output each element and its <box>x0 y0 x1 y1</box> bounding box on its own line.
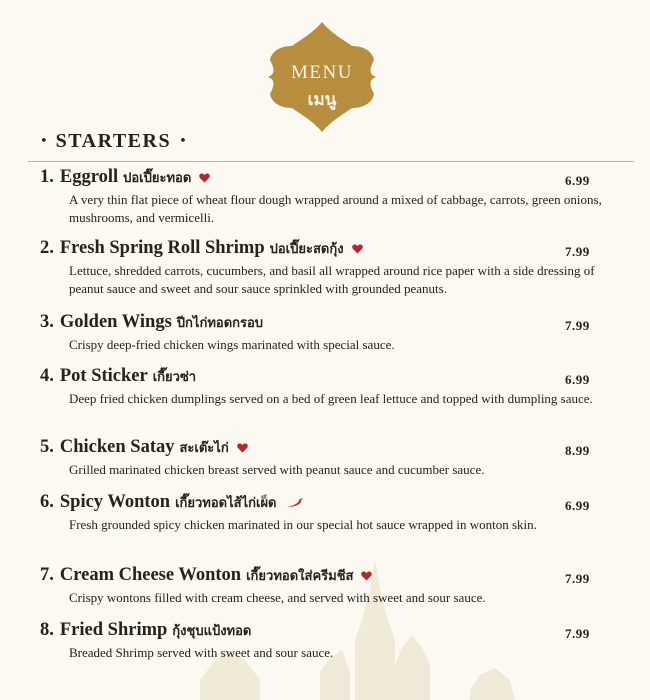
item-price: 7.99 <box>565 318 590 333</box>
section-divider <box>28 161 634 162</box>
menu-item <box>40 366 610 408</box>
item-price: 7.99 <box>565 244 590 259</box>
item-thai-name: กุ้งชุบแป้งทอด <box>172 624 252 639</box>
section-title: STARTERS <box>55 130 172 152</box>
menu-badge-title: MENU <box>291 62 353 83</box>
heart-icon <box>237 438 248 457</box>
item-description: A very thin flat piece of wheat flour dough wrapped around a mixed of cabbage, carrots, green onions, mushrooms, and vermicelli. <box>69 192 602 225</box>
heart-icon <box>361 566 372 585</box>
item-description: Crispy deep-fried chicken wings marinated with special sauce. <box>69 337 395 352</box>
menu-badge-thai: เมนู <box>307 90 337 110</box>
section-bullet-right: • <box>179 134 187 149</box>
menu-item <box>40 312 610 354</box>
item-thai-name: ปีกไก่ทอดกรอบ <box>176 316 264 331</box>
item-name: Fresh Spring Roll Shrimp <box>59 238 265 258</box>
section-header <box>40 130 187 153</box>
item-price: 6.99 <box>565 372 590 387</box>
section-bullet-left: • <box>40 134 48 149</box>
item-name: Cream Cheese Wonton <box>59 565 242 585</box>
item-description: Lettuce, shredded carrots, cucumbers, and basil all wrapped around rice paper with a side dressing of peanut sauce and sweet and sour sauce sprinkled with grounded peanuts. <box>69 263 595 296</box>
item-price: 6.99 <box>565 498 590 513</box>
item-number: 8. <box>40 620 54 640</box>
item-name: Eggroll <box>59 167 119 187</box>
item-price: 7.99 <box>565 571 590 586</box>
menu-item <box>40 238 610 297</box>
item-number: 1. <box>40 167 54 187</box>
menu-item <box>40 167 610 226</box>
item-name: Chicken Satay <box>59 437 175 457</box>
item-price: 8.99 <box>565 443 590 458</box>
menu-item <box>40 565 610 607</box>
item-thai-name: เกี๊ยวทอดไส้ไก่เผ็ด <box>175 496 277 511</box>
chili-icon <box>285 493 303 512</box>
item-thai-name: ปอเปี๊ยะทอด <box>123 171 192 186</box>
menu-item <box>40 492 610 534</box>
item-description: Fresh grounded spicy chicken marinated in our special hot sauce wrapped in wonton skin. <box>69 517 537 532</box>
item-number: 4. <box>40 366 54 386</box>
item-number: 3. <box>40 312 54 332</box>
menu-item <box>40 437 610 479</box>
item-thai-name: เกี๊ยวซ่า <box>152 370 197 385</box>
item-number: 7. <box>40 565 54 585</box>
item-price: 7.99 <box>565 626 590 641</box>
item-thai-name: สะเต๊ะไก่ <box>179 441 229 456</box>
menu-item <box>40 620 610 662</box>
item-name: Fried Shrimp <box>59 620 168 640</box>
heart-icon <box>199 168 210 187</box>
item-name: Golden Wings <box>59 312 172 332</box>
item-price: 6.99 <box>565 173 590 188</box>
item-description: Breaded Shrimp served with sweet and sour sauce. <box>69 645 334 660</box>
item-number: 2. <box>40 238 54 258</box>
item-number: 5. <box>40 437 54 457</box>
item-description: Grilled marinated chicken breast served with peanut sauce and cucumber sauce. <box>69 462 485 477</box>
item-number: 6. <box>40 492 54 512</box>
heart-icon <box>352 239 363 258</box>
item-thai-name: เกี๊ยวทอดใส่ครีมชีส <box>246 569 354 584</box>
item-name: Pot Sticker <box>59 366 148 386</box>
item-name: Spicy Wonton <box>59 492 171 512</box>
item-description: Crispy wontons filled with cream cheese, and served with sweet and sour sauce. <box>69 590 486 605</box>
item-description: Deep fried chicken dumplings served on a bed of green leaf lettuce and topped with dumpling sauce. <box>69 391 593 406</box>
item-thai-name: ปอเปี๊ยะสดกุ้ง <box>269 242 344 257</box>
